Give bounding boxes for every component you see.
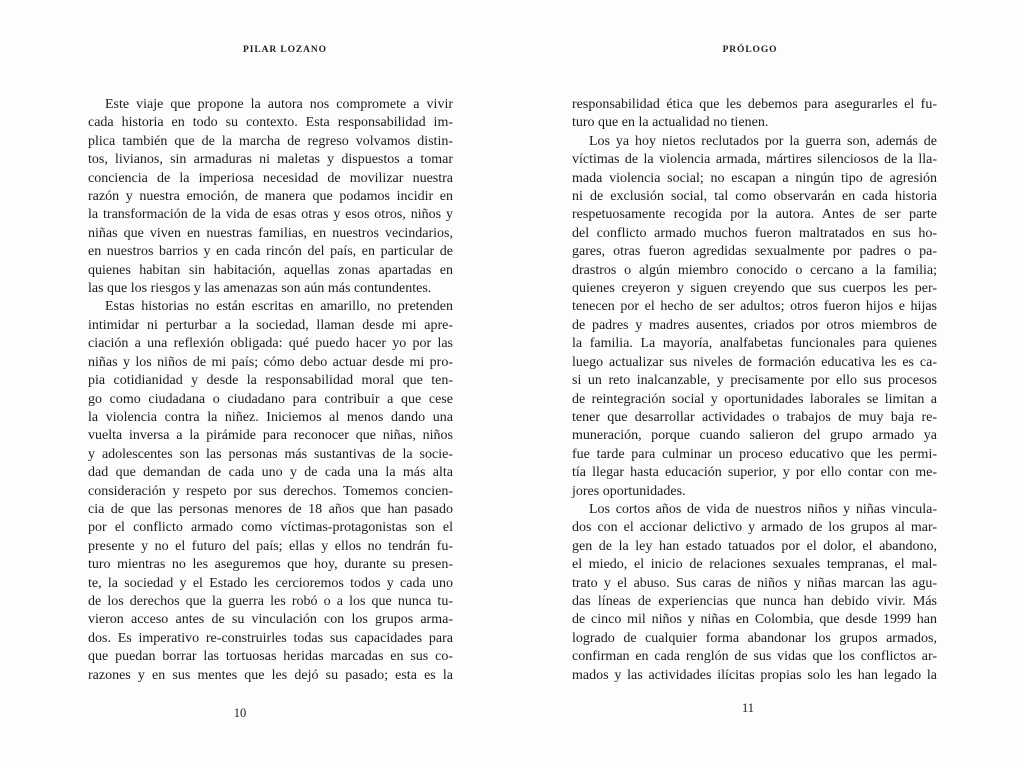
text-line: conciencia de la imperiosa necesidad de movilizar nuestra <box>88 170 453 186</box>
text-line: víctimas de la violencia armada, mártires silenciosos de la lla- <box>572 152 937 168</box>
text-line: dos. Es imperativo re-construirles todas sus capacidades para <box>88 630 453 646</box>
page-number-right: 11 <box>741 701 755 715</box>
text-line: razón y nuestra emoción, de manera que podamos incidir en <box>88 189 453 205</box>
text-line: tenecen por el hecho de ser adultos; otros fueron hijos e hijas <box>572 299 937 315</box>
text-line: go como ciudadana o ciudadano para contribuir a que cese <box>88 391 453 407</box>
text-line: del conflicto armado muchos fueron maltratados en sus ho- <box>572 225 937 241</box>
text-line: tener que desarrollar actividades o trabajos de muy baja re- <box>572 409 937 425</box>
page-number-left: 10 <box>233 706 247 720</box>
paragraph <box>572 501 937 685</box>
text-line: responsabilidad ética que les debemos para asegurarles el fu- <box>572 97 937 112</box>
text-line: jores oportunidades. <box>572 483 686 499</box>
text-line: niñas que viven en nuestras familias, en nuestros vecindarios, <box>88 225 453 241</box>
text-line: cada historia en todo su contexto. Esta responsabilidad im- <box>88 115 453 131</box>
text-line: fue tarde para culminar un proceso educativo que les permi- <box>572 446 937 462</box>
text-line: quienes creyeron y siguen creyendo que sus cuerpos les per- <box>572 281 937 297</box>
text-line: mados y las actividades ilícitas propias solo les han legado la <box>572 667 937 683</box>
page-left-text <box>88 96 453 685</box>
text-line: pia cotidianidad y desde la responsabilidad moral que ten- <box>88 373 453 389</box>
text-line: las que los riesgos y las amenazas son aún más contundentes. <box>88 281 432 297</box>
running-header-author: PILAR LOZANO <box>243 45 327 55</box>
text-line: Este viaje que propone la autora nos compromete a vivir <box>105 97 453 112</box>
text-line: plica también que de la marcha de regreso volvamos distin- <box>88 133 453 149</box>
text-line: tos, livianos, sin armaduras ni maletas y dispuestos a tomar <box>88 152 453 168</box>
text-line: vieron acceso antes de su vinculación con los grupos arma- <box>88 612 453 628</box>
text-line: ni de exclusión social, tal como observarán en cada historia <box>572 189 937 205</box>
text-line: Los ya hoy nietos reclutados por la guerra son, además de <box>589 133 937 149</box>
text-line: cia de que las personas menores de 18 años que han pasado <box>88 501 453 517</box>
text-line: niñas y los niños de mi país; cómo debo actuar desde mi pro- <box>88 354 453 370</box>
text-line: de padres y madres ausentes, criados por otros miembros de <box>572 317 937 333</box>
text-line: presente y no el futuro del país; ellas y ellos no tendrán fu- <box>88 538 453 554</box>
text-line: dad que demandan de cada uno y de cada una la más alta <box>88 465 453 481</box>
text-line: consideración y respeto por sus derechos. Tomemos concien- <box>88 483 453 499</box>
text-line: Estas historias no están escritas en amarillo, no pretenden <box>105 299 453 315</box>
text-line: el miedo, el inicio de relaciones sexuales tempranas, el mal- <box>572 557 937 573</box>
text-line: te, la sociedad y el Estado les cercioremos todos y cada uno <box>88 575 453 591</box>
text-line: muneración, porque cuando salieron del grupo armado ya <box>572 428 937 444</box>
text-line: intimidar ni perturbar a la sociedad, llaman desde mi apre- <box>88 317 453 333</box>
paragraph <box>572 96 937 133</box>
text-line: la violencia contra la niñez. Iniciemos al menos dando una <box>88 409 453 425</box>
text-line: logrado de cualquier forma abandonar los grupos armados, <box>572 630 937 646</box>
text-line: gares, otras fueron agredidas sexualmente por padres o pa- <box>572 244 937 260</box>
running-header-chapter: PRÓLOGO <box>722 45 778 55</box>
text-line: luego actualizar sus niveles de formación educativa les es ca- <box>572 354 937 370</box>
paragraph <box>572 133 937 501</box>
text-line: trato y el abuso. Sus caras de niños y niñas marcan las agu- <box>572 575 937 591</box>
text-line: quienes habitan sin habitación, aquellas zonas apartadas en <box>88 262 453 278</box>
text-line: de los derechos que la guerra les robó o a los que nunca tu- <box>88 593 453 609</box>
text-line: la familia. La mayoría, analfabetas funcionales para quienes <box>572 336 937 352</box>
text-line: das líneas de experiencias que nunca han debido vivir. Más <box>572 593 937 609</box>
text-line: gen de la ley han estado tatuados por el dolor, el abandono, <box>572 538 937 554</box>
text-line: razones y en sus mentes que les dejó su pasado; esta es la <box>88 667 453 683</box>
text-line: turo mientras no les aseguremos que hoy, durante su presen- <box>88 557 453 573</box>
text-line: si un reto inalcanzable, y precisamente por ello sus procesos <box>572 373 937 389</box>
text-line: ciación a una reflexión obligada: qué puedo hacer yo por las <box>88 336 453 352</box>
text-line: de cinco mil niños y niñas en Colombia, que desde 1999 han <box>572 612 937 628</box>
text-line: drastros o algún miembro conocido o cercano a la familia; <box>572 262 937 278</box>
paragraph <box>88 298 453 685</box>
text-line: que puedan borrar las tortuosas heridas marcadas en sus co- <box>88 649 453 665</box>
text-line: confirman en cada renglón de sus vidas que los conflictos ar- <box>572 649 937 665</box>
text-line: por el conflicto armado como víctimas-protagonistas son el <box>88 520 453 536</box>
text-line: respetuosamente recogida por la autora. Antes de ser parte <box>572 207 937 223</box>
text-line: Los cortos años de vida de nuestros niños y niñas vincula- <box>589 501 937 517</box>
text-line: dos con el accionar delictivo y armado de los grupos al mar- <box>572 520 937 536</box>
paragraph <box>88 96 453 298</box>
text-line: y adolescentes son las personas más sustantivas de la socie- <box>88 446 453 462</box>
text-line: en nuestros barrios y en cada rincón del país, en particular de <box>88 244 453 260</box>
text-line: vuelta inversa a la pirámide para reconocer que niñas, niños <box>88 428 453 444</box>
text-line: la transformación de la vida de esas otras y esos otros, niños y <box>88 207 453 223</box>
text-line: turo que en la actualidad no tienen. <box>572 115 769 131</box>
text-line: mada violencia social; no escapan a ningún tipo de agresión <box>572 170 937 186</box>
page-right-text <box>572 96 937 685</box>
text-line: tía llegar hasta educación superior, y por ello contar con me- <box>572 465 937 481</box>
text-line: de reintegración social y oportunidades laborales se limitan a <box>572 391 937 407</box>
